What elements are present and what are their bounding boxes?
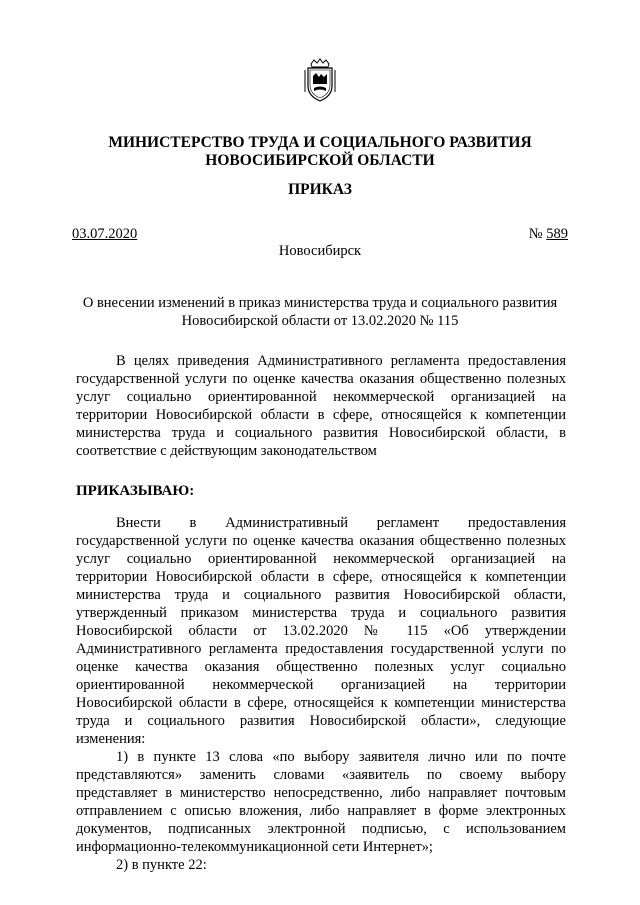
document-city: Новосибирск	[278, 243, 362, 259]
document-subject	[60, 294, 580, 330]
number-prefix: №	[528, 226, 547, 242]
intro-paragraph: В целях приведения Административного регламента предоставления государственной услуги по оценке качества оказания общественно полезных услуг социально ориентированной некоммерческой организацией на территории Новосибирской области в сфере, относящейся к компетенции министерства труда и социального развития Новосибирской области, в соответствие с действующим законодательством	[76, 353, 566, 459]
document-number	[529, 226, 568, 243]
body-paragraph-2: 1) в пункте 13 слова «по выбору заявителя лично или по почте представляются» заменить словами «заявитель по своему выбору представляет в министерство непосредственно, либо направляет почтовым отправлением с описью вложения, либо направляет в форме электронных документов, подписанных электронной подписью, с использованием информационно-телекоммуникационной сети Интернет»;	[76, 749, 566, 855]
document-date: 03.07.2020	[72, 226, 138, 242]
subject-line2: Новосибирской области от 13.02.2020 № 115	[181, 313, 459, 329]
order-body	[76, 514, 566, 874]
subject-line1: О внесении изменений в приказ министерства труда и социального развития	[82, 295, 558, 311]
ministry-header-line2: НОВОСИБИРСКОЙ ОБЛАСТИ	[205, 152, 435, 169]
number-value: 589	[546, 226, 568, 242]
order-heading: ПРИКАЗЫВАЮ:	[76, 483, 195, 499]
ministry-header-line1: МИНИСТЕРСТВО ТРУДА И СОЦИАЛЬНОГО РАЗВИТИЯ	[108, 134, 532, 151]
ministry-header	[60, 134, 580, 170]
body-paragraph-1: Внести в Административный регламент предоставления государственной услуги по оценке качества оказания общественно полезных услуг социально ориентированной некоммерческой организацией на территории Новосибирской области в сфере, относящейся к компетенции министерства труда и социального развития Новосибирской области, утвержденный приказом министерства труда и социального развития Новосибирской области от 13.02.2020 № 115 «Об утверждении Административного регламента предоставления государственной услуги по оценке качества оказания общественно полезных услуг социально ориентированной некоммерческой организацией на территории Новосибирской области в сфере, относящейся к компетенции министерства труда и социального развития Новосибирской области», следующие изменения:	[76, 515, 566, 747]
novosibirsk-coat-of-arms-icon	[302, 58, 338, 102]
body-paragraph-3: 2) в пункте 22:	[116, 857, 207, 873]
document-type: ПРИКАЗ	[288, 181, 352, 198]
